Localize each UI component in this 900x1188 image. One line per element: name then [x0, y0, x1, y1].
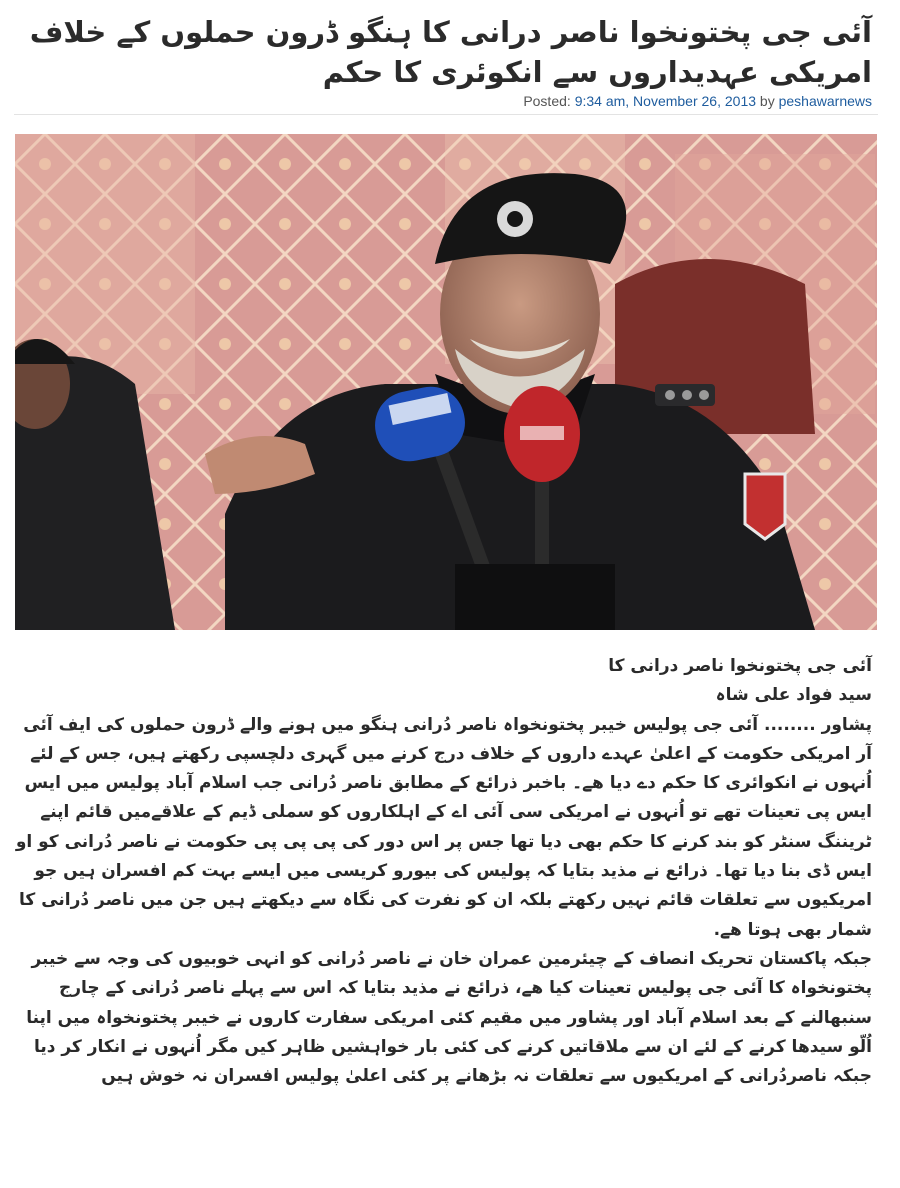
article-title: آئی جی پختونخوا ناصر درانی کا ہنگو ڈرون حملوں کے خلاف امریکی عہدیداروں سے انکوئری کا حکم [29, 15, 872, 89]
body-paragraph-2: جبکہ پاکستان تحریک انصاف کے چیئرمین عمران خان نے ناصر دُرانی کو انہی خوبیوں کی وجہ سے خیبر پختونخواہ کا آئی جی پولیس تعینات کیا ھے، ذرائع نے مذید بتایا کہ اس سے پہلے ناصر دُرانی کے چارج سنبھالنے کے بعد اسلام آباد اور پشاور میں مقیم کئی امریکی سفارت کاروں نے خیبر پختونخواہ میں اپنا اُلّو سیدھا کرنے کے لئے ان سے ملاقاتیں کرنے کی کئی بار خواہشیں ظاہر کیں مگر اُنہوں نے انکار کر دیا جبکہ ناصردُرانی کے امریکیوں سے تعلقات نہ بڑھانے پر کئی اعلیٰ پولیس افسران نہ خوش ہیں [26, 948, 872, 1087]
photo-illustration [15, 134, 877, 630]
article-photo [15, 134, 877, 630]
by-label: by [759, 93, 775, 109]
article [14, 0, 878, 1188]
posted-datetime-link[interactable]: 9:34 am, November 26, 2013 [574, 93, 757, 109]
article-body [14, 652, 878, 1091]
meta-divider [14, 114, 878, 115]
post-meta [14, 92, 878, 114]
body-subtitle: آئی جی پختونخوا ناصر درانی کا [608, 656, 872, 676]
body-paragraph-1: پشاور ........ آئی جی پولیس خیبر پختونخواہ ناصر دُرانی ہنگو میں ہونے والے ڈرون حملوں کی ایف آئی آر امریکی حکومت کے اعلیٰ عہدے داروں کے خلاف درج کرنے میں گہری دلچسپی رکھتے ہیں، جس کے لئے اُنہوں نے انکوائری کا حکم دے دیا ھے۔ باخبر ذرائع کے مطابق ناصر دُرانی جب اسلام آباد پولیس میں ایس ایس پی تعینات تھے تو اُنہوں نے امریکی سی آئی اے کے اہلکاروں کو سملی ڈیم کے علاقےمیں قائم اپنے ٹریننگ سنٹر کو بند کرنے کا حکم بھی دیا تھا جس پر اس دور کی پی پی پی حکومت نے ناصر دُرانی کو او ایس ڈی بنا دیا تھا۔ ذرائع نے مذید بتایا کہ پولیس کی بیورو کریسی میں ایسے بہت کم افسران ہیں جو امریکیوں سے تعلقات قائم نہیں رکھتے بلکہ ان کو نفرت کی نگاہ سے دیکھتے ہیں جن میں ناصر دُرانی کا شمار بھی ہوتا ھے. [15, 714, 872, 940]
author-link[interactable]: peshawarnews [778, 93, 872, 109]
body-byline: سید فواد علی شاہ [715, 685, 872, 706]
posted-label: Posted: [523, 93, 571, 109]
